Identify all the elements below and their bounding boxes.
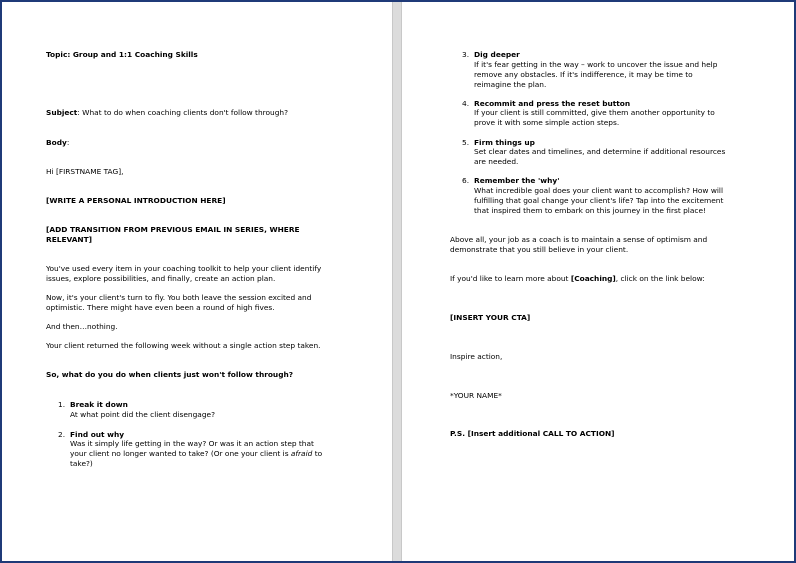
subject-label: Subject xyxy=(46,108,78,117)
question-heading: So, what do you do when clients just won't follow through? xyxy=(46,370,294,379)
learn-more-topic: [Coaching] xyxy=(570,274,616,283)
above-all-line1: Above all, your job as a coach is to maintain a sense of optimism and xyxy=(450,235,708,244)
list-item-text-part: your client no longer wanted to take? (Or one your client is xyxy=(70,449,291,458)
list-item-text: What incredible goal does your client want to accomplish? How will xyxy=(474,186,724,195)
list-item-title: Firm things up xyxy=(474,138,535,147)
list-item-text: Set clear dates and timelines, and determine if additional resources xyxy=(474,147,726,156)
learn-more-prefix: If you'd like to learn more about xyxy=(450,274,571,283)
ps-line: P.S. [Insert additional CALL TO ACTION] xyxy=(450,429,615,438)
intro-placeholder: [WRITE A PERSONAL INTRODUCTION HERE] xyxy=(46,196,226,205)
list-item-number: 4. xyxy=(462,99,470,108)
body-label: Body xyxy=(46,138,67,147)
paragraph-2-line2: optimistic. There might have even been a round of high fives. xyxy=(46,303,275,312)
paragraph-2-line1: Now, it's your client's turn to fly. You both leave the session excited and xyxy=(46,293,312,302)
list-item-text-part: to xyxy=(312,449,323,458)
list-item-text: If your client is still committed, give them another opportunity to xyxy=(474,108,715,117)
body-colon: : xyxy=(66,138,70,147)
paragraph-3: And then…nothing. xyxy=(46,322,118,331)
topic-line: Topic: Group and 1:1 Coaching Skills xyxy=(46,50,198,59)
body-line xyxy=(46,138,69,148)
list-item-title: Dig deeper xyxy=(474,50,520,59)
list-item-text xyxy=(70,449,322,459)
list-item-text: are needed. xyxy=(474,157,519,166)
page-gutter xyxy=(392,2,402,561)
transition-placeholder-line1: [ADD TRANSITION FROM PREVIOUS EMAIL IN SERIES, WHERE xyxy=(46,225,300,234)
signoff: Inspire action, xyxy=(450,352,503,361)
list-item-text: If it's fear getting in the way – work to uncover the issue and help xyxy=(474,60,718,69)
list-item-text: reimagine the plan. xyxy=(474,80,547,89)
list-item-text: Was it simply life getting in the way? Or was it an action step that xyxy=(70,439,314,448)
list-item-number: 3. xyxy=(462,50,470,59)
subject-line xyxy=(46,108,288,118)
list-item-number: 1. xyxy=(58,400,66,409)
list-item-text: remove any obstacles. If it's indifference, it may be time to xyxy=(474,70,693,79)
paragraph-1-line2: issues, explore possibilities, and finally, create an action plan. xyxy=(46,274,276,283)
list-item-title: Remember the 'why' xyxy=(474,176,560,185)
signature-name: *YOUR NAME* xyxy=(450,391,502,400)
list-item-title: Recommit and press the reset button xyxy=(474,99,631,108)
list-item-text: take?) xyxy=(70,459,93,468)
emphasis-text: afraid xyxy=(290,449,313,458)
list-item-number: 2. xyxy=(58,430,66,439)
paragraph-4: Your client returned the following week without a single action step taken. xyxy=(46,341,321,350)
greeting: Hi [FIRSTNAME TAG], xyxy=(46,167,124,176)
list-item-text: prove it with some simple action steps. xyxy=(474,118,620,127)
paragraph-1-line1: You've used every item in your coaching toolkit to help your client identify xyxy=(46,264,322,273)
list-item-number: 5. xyxy=(462,138,470,147)
learn-more-line xyxy=(450,274,705,284)
list-item-text: that inspired them to embark on this journey in the first place! xyxy=(474,206,706,215)
subject-text: : What to do when coaching clients don't follow through? xyxy=(77,108,289,117)
list-item-text: At what point did the client disengage? xyxy=(70,410,215,419)
list-item-title: Find out why xyxy=(70,430,125,439)
above-all-line2: demonstrate that you still believe in your client. xyxy=(450,245,629,254)
list-item-number: 6. xyxy=(462,176,470,185)
transition-placeholder-line2: RELEVANT] xyxy=(46,235,93,244)
list-item-title: Break it down xyxy=(70,400,128,409)
learn-more-suffix: , click on the link below: xyxy=(615,274,705,283)
list-item-text: fulfilling that goal change your client's life? Tap into the excitement xyxy=(474,196,724,205)
cta-placeholder: [INSERT YOUR CTA] xyxy=(450,313,531,322)
